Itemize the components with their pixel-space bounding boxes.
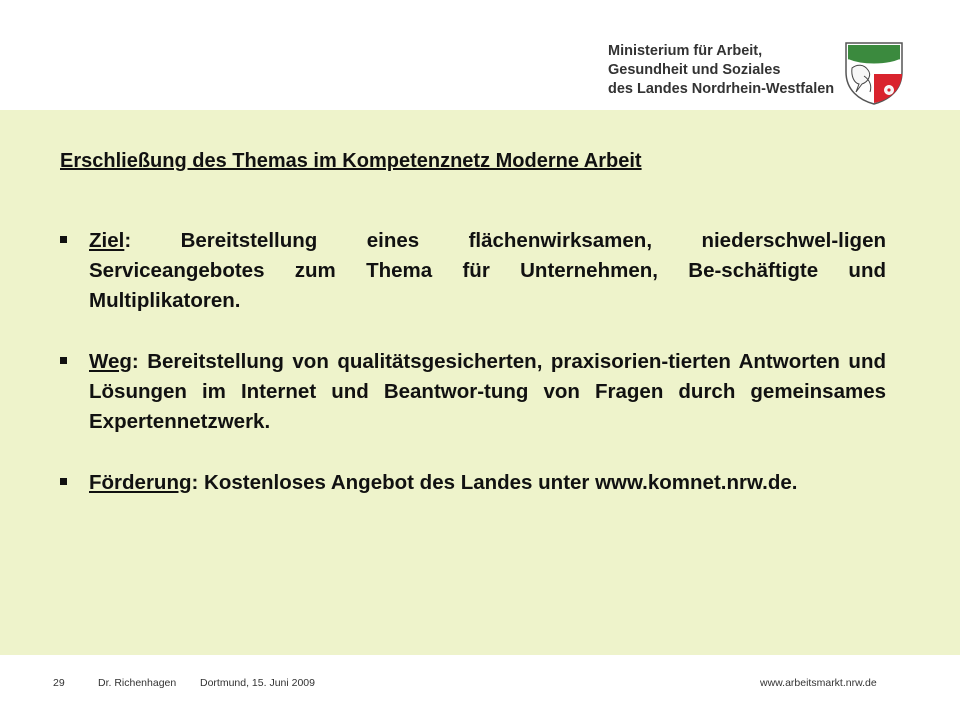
bullet-paragraph — [89, 468, 886, 498]
bullet-item-foerderung — [60, 468, 886, 498]
bullet-square-icon — [60, 478, 67, 485]
ministry-line-1: Ministerium für Arbeit, — [608, 43, 763, 59]
bullet-paragraph — [89, 226, 886, 316]
bullet-body: : Bereitstellung eines flächenwirksamen, niederschwel-ligen Serviceangebotes zum Thema für Unternehmen, Be-schäftigte und Multiplikatoren. — [89, 229, 886, 312]
bullet-body: : Bereitstellung von qualitätsgesicherten, praxisorien-tierten Antworten und Lösungen im Internet und Beantwor-tung von Fragen durch gemeinsames Expertennetzwerk. — [89, 350, 886, 433]
bullet-term: Weg — [89, 350, 132, 373]
ministry-line-2: Gesundheit und Soziales — [608, 62, 781, 78]
bullet-item-weg — [60, 347, 886, 437]
bullet-paragraph — [89, 347, 886, 437]
slide-title: Erschließung des Themas im Kompetenznetz Moderne Arbeit — [60, 150, 642, 172]
footer-website: www.arbeitsmarkt.nrw.de — [760, 677, 877, 689]
footer-place-date: Dortmund, 15. Juni 2009 — [200, 677, 315, 689]
bullet-body: : Kostenloses Angebot des Landes unter www.komnet.nrw.de. — [191, 471, 798, 494]
bullet-square-icon — [60, 357, 67, 364]
bullet-list — [60, 226, 886, 529]
bullet-item-ziel — [60, 226, 886, 316]
ministry-name — [608, 42, 834, 99]
ministry-line-3: des Landes Nordrhein-Westfalen — [608, 81, 835, 97]
bullet-square-icon — [60, 236, 67, 243]
page-number: 29 — [53, 677, 65, 689]
nrw-coat-of-arms-icon — [842, 40, 906, 106]
bullet-term: Ziel — [89, 229, 125, 252]
slide-header — [0, 0, 960, 110]
bullet-term: Förderung — [89, 471, 192, 494]
footer-author: Dr. Richenhagen — [98, 677, 177, 689]
